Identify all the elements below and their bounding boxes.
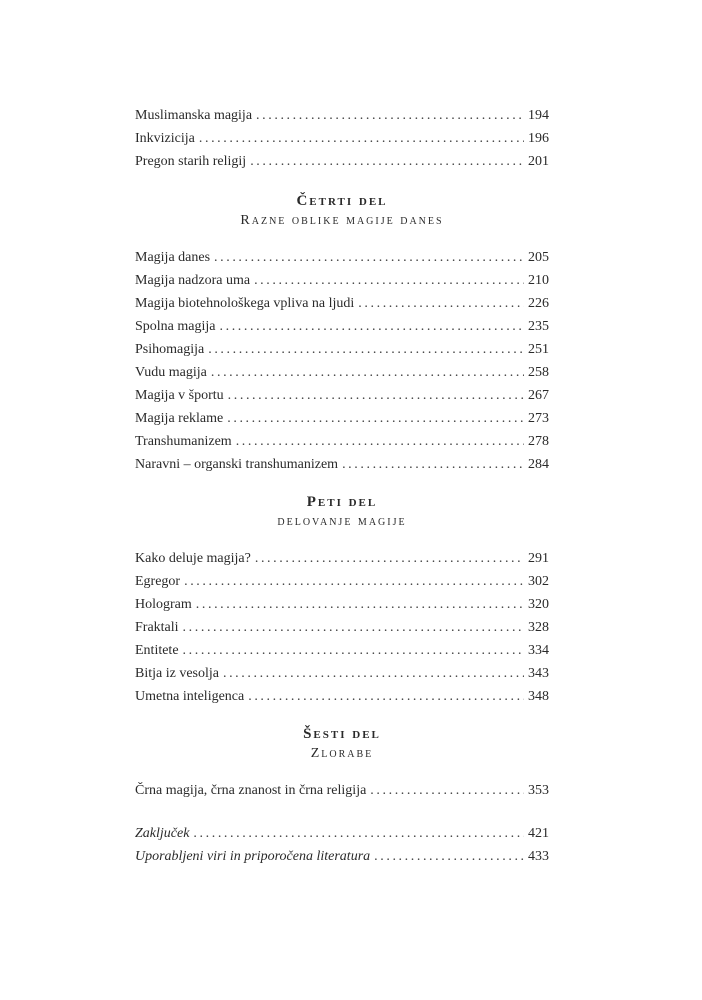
toc-entry [135, 779, 549, 802]
dot-leader [236, 430, 524, 453]
part-title: Četrti del [296, 193, 388, 209]
dot-leader [374, 845, 524, 868]
toc-entry [135, 361, 549, 384]
dot-leader [256, 104, 524, 127]
dot-leader [193, 822, 524, 845]
toc-entry [135, 845, 549, 868]
toc-entry-page: 201 [528, 154, 549, 169]
dot-leader [342, 453, 524, 476]
toc-entry [135, 685, 549, 708]
toc-entry [135, 127, 549, 150]
toc-entry-title: Psihomagija [135, 342, 205, 357]
toc-entry-page: 302 [528, 574, 549, 589]
toc-entry-title: Fraktali [135, 620, 179, 635]
toc-entry-title: Transhumanizem [135, 434, 232, 449]
toc-entry-title: Magija biotehnološkega vpliva na ljudi [135, 296, 355, 311]
toc-entry-page: 343 [528, 666, 549, 681]
part-title: Šesti del [303, 726, 381, 742]
toc-entry-title: Uporabljeni viri in priporočena literatura [135, 849, 371, 864]
dot-leader [208, 338, 524, 361]
toc-entry-page: 235 [528, 319, 549, 334]
part-title: Peti del [306, 494, 378, 510]
dot-leader [184, 570, 524, 593]
toc-entry-page: 196 [528, 131, 549, 146]
toc-entry-page: 194 [528, 108, 549, 123]
toc-list-back-matter [135, 822, 549, 868]
toc-entry-page: 278 [528, 434, 549, 449]
toc-entry-title: Črna magija, črna znanost in črna religija [135, 783, 367, 798]
dot-leader [223, 662, 524, 685]
dot-leader [370, 779, 524, 802]
toc-entry-title: Spolna magija [135, 319, 216, 334]
toc-entry [135, 269, 549, 292]
toc-entry [135, 338, 549, 361]
part-heading [135, 492, 549, 532]
toc-entry-page: 320 [528, 597, 549, 612]
toc-entry-title: Vudu magija [135, 365, 207, 380]
toc-entry-page: 251 [528, 342, 549, 357]
toc-entry-title: Magija danes [135, 250, 211, 265]
dot-leader [183, 616, 524, 639]
toc-entry [135, 150, 549, 173]
toc-entry-title: Bitja iz vesolja [135, 666, 219, 681]
toc-entry-page: 353 [528, 783, 549, 798]
toc-entry-page: 273 [528, 411, 549, 426]
toc-entry [135, 662, 549, 685]
part-subtitle: Razne oblike magije danes [240, 213, 444, 228]
dot-leader [211, 361, 524, 384]
toc-entry [135, 104, 549, 127]
toc-entry-title: Egregor [135, 574, 181, 589]
dot-leader [220, 315, 525, 338]
toc-entry [135, 593, 549, 616]
dot-leader [214, 246, 524, 269]
dot-leader [254, 269, 524, 292]
toc-entry-title: Magija nadzora uma [135, 273, 251, 288]
toc-entry-page: 328 [528, 620, 549, 635]
dot-leader [183, 639, 524, 662]
toc-entry [135, 292, 549, 315]
dot-leader [248, 685, 524, 708]
toc-entry-page: 284 [528, 457, 549, 472]
dot-leader [255, 547, 524, 570]
toc-entry-page: 258 [528, 365, 549, 380]
toc-entry [135, 822, 549, 845]
toc-entry-title: Pregon starih religij [135, 154, 247, 169]
toc-entry [135, 547, 549, 570]
toc-entry-title: Hologram [135, 597, 192, 612]
toc-entry [135, 407, 549, 430]
dot-leader [199, 127, 524, 150]
part-heading [135, 724, 549, 764]
toc-list-part-4 [135, 246, 549, 476]
toc-entry-page: 267 [528, 388, 549, 403]
toc-entry-page: 226 [528, 296, 549, 311]
toc-entry-page: 210 [528, 273, 549, 288]
toc-entry-title: Kako deluje magija? [135, 551, 251, 566]
toc-entry-title: Entitete [135, 643, 179, 658]
toc-entry [135, 570, 549, 593]
toc-entry-title: Magija v športu [135, 388, 224, 403]
toc-entry [135, 315, 549, 338]
dot-leader [227, 407, 524, 430]
toc-entry [135, 616, 549, 639]
toc-entry-page: 205 [528, 250, 549, 265]
part-subtitle: Zlorabe [310, 746, 374, 761]
toc-entry [135, 430, 549, 453]
part-subtitle: delovanje magije [277, 514, 407, 529]
toc-entry [135, 246, 549, 269]
toc-entry-page: 348 [528, 689, 549, 704]
toc-entry-page: 421 [528, 826, 549, 841]
dot-leader [196, 593, 524, 616]
toc-entry [135, 453, 549, 476]
toc-entry-page: 334 [528, 643, 549, 658]
toc-entry-page: 433 [528, 849, 549, 864]
toc-entry [135, 639, 549, 662]
toc-entry [135, 384, 549, 407]
toc-entry-title: Magija reklame [135, 411, 224, 426]
dot-leader [228, 384, 524, 407]
dot-leader [358, 292, 524, 315]
toc-entry-title: Naravni – organski transhumanizem [135, 457, 339, 472]
toc-entry-title: Muslimanska magija [135, 108, 253, 123]
part-heading [135, 191, 549, 231]
dot-leader [250, 150, 524, 173]
toc-entry-title: Zaključek [135, 826, 190, 841]
toc-list-continuation [135, 104, 549, 173]
toc-list-part-5 [135, 547, 549, 708]
toc-entry-title: Umetna inteligenca [135, 689, 245, 704]
toc-entry-title: Inkvizicija [135, 131, 195, 146]
toc-entry-page: 291 [528, 551, 549, 566]
toc-list-part-6 [135, 779, 549, 802]
